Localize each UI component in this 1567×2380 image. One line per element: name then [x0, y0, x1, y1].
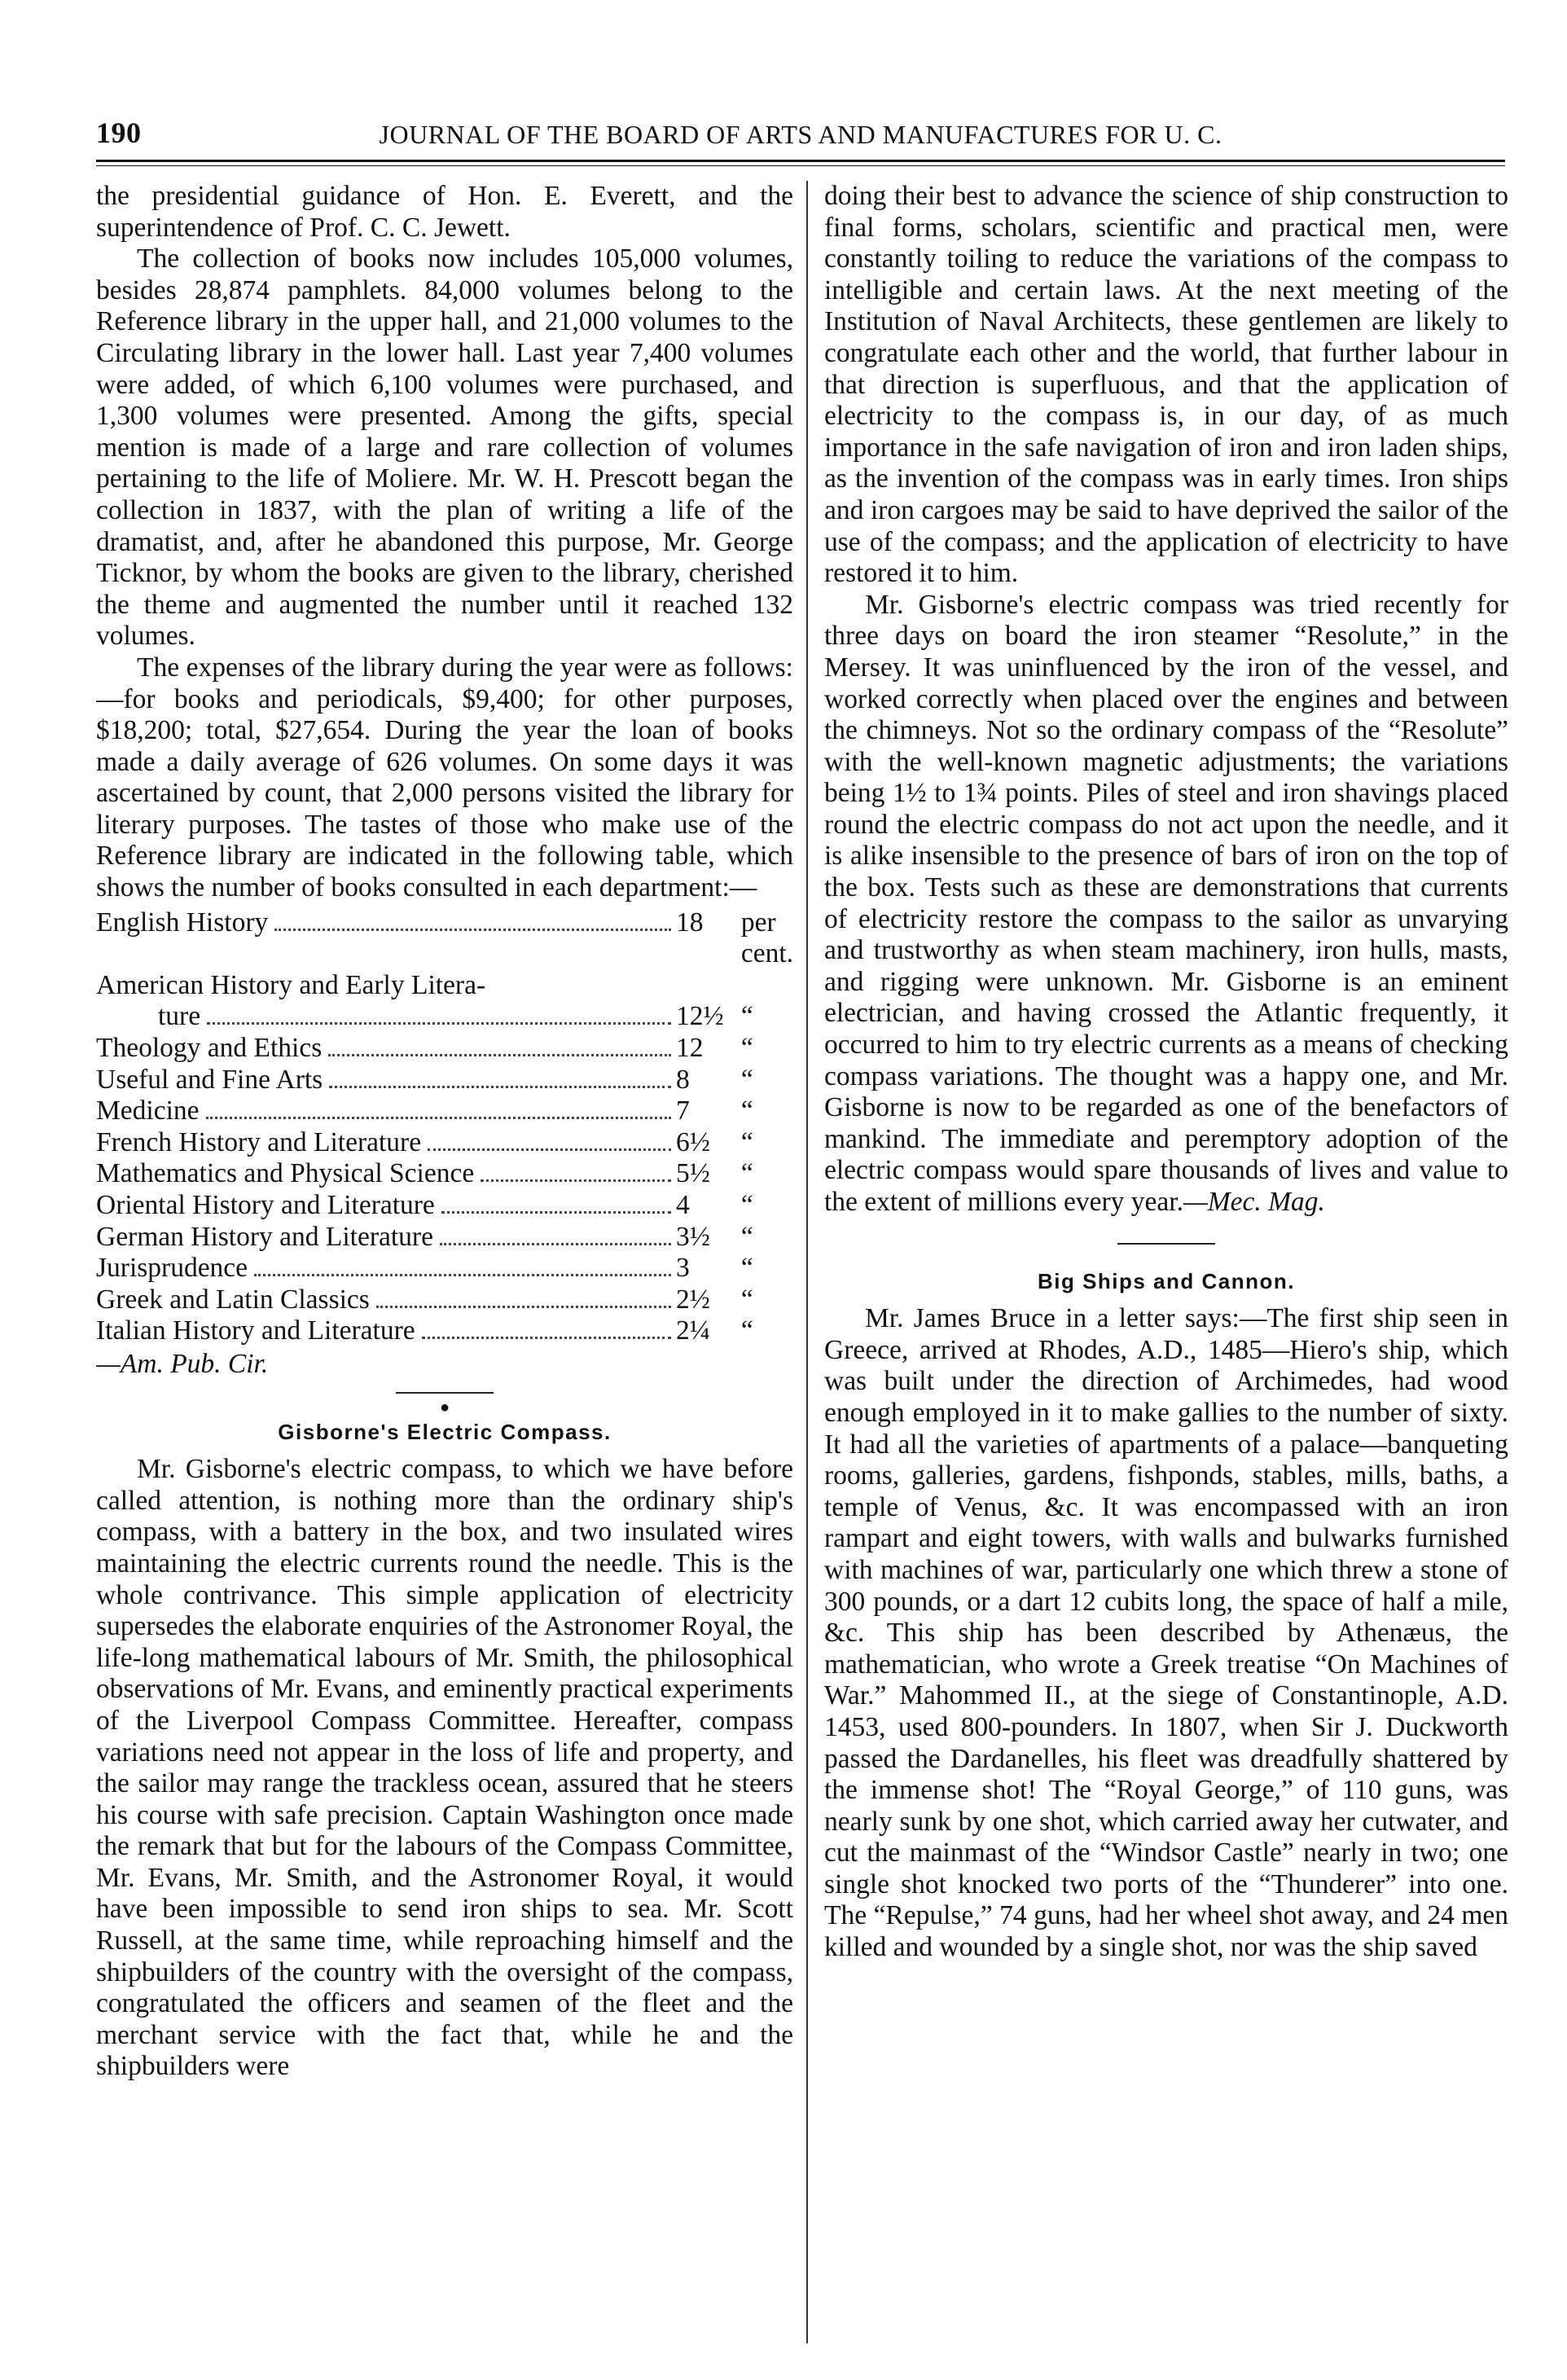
citation: —Am. Pub. Cir.	[96, 1348, 269, 1379]
table-row	[96, 1158, 793, 1190]
unit-label: “	[740, 1284, 753, 1315]
citation: —Mec. Mag.	[1183, 1187, 1325, 1217]
dot-leader	[441, 1211, 671, 1214]
table-row	[96, 1127, 793, 1159]
dot-leader	[274, 929, 671, 931]
percentage-value: 7	[675, 1096, 690, 1126]
unit-label: “	[740, 1315, 753, 1346]
subject-name: Mathematics and Physical Science	[96, 1158, 477, 1190]
subject-name: Italian History and Literature	[96, 1315, 419, 1347]
percentage-value: 2¼	[675, 1315, 710, 1346]
section-rule	[396, 1392, 494, 1394]
header-rule	[96, 160, 1505, 162]
percentage-value: 6½	[675, 1126, 710, 1157]
page-header	[96, 106, 1505, 150]
paragraph: The collection of books now includes 105,000 volumes, besides 28,874 pamphlets. 84,000 volumes belong to the Reference library in the upper hall, and 21,000 volumes to the Circulating library in the lower hall. Last year 7,400 volumes were added, of which 6,100 volumes were purchased, and 1,300 volumes were presented. Among the gifts, special mention is made of a large and rare collection of volumes pertaining to the life of Moliere. Mr. W. H. Prescott began the collection in 1837, with the plan of writing a life of the dramatist, and, after he abandoned this purpose, Mr. George Ticknor, by whom the books are given to the library, cherished the theme and augmented the number until it reached 132 volumes.	[96, 244, 793, 652]
dot-leader	[428, 1148, 671, 1151]
page-number: 190	[96, 116, 142, 149]
table-row	[96, 1222, 793, 1254]
dot-leader	[329, 1086, 671, 1088]
dot-leader	[422, 1337, 671, 1339]
percentage-value: 3½	[675, 1221, 710, 1252]
subject-name: French History and Literature	[96, 1127, 424, 1159]
paragraph: The expenses of the library during the year were as follows:—for books and periodicals, $9,400; for other purposes, $18,200; total, $27,654. During the year the loan of books made a daily average of 626 volumes. On some days it was ascertained by count, that 2,000 persons visited the library for literary purposes. The tastes of those who make use of the Reference library are indicated in the following table, which shows the number of books consulted in each department:—	[96, 652, 793, 903]
column-divider	[806, 181, 808, 2343]
unit-label: “	[740, 1126, 753, 1157]
unit-label: “	[740, 1064, 753, 1095]
dot-leader	[376, 1306, 671, 1308]
dot-leader	[254, 1274, 671, 1276]
subject-name: Oriental History and Literature	[96, 1190, 438, 1222]
subject-cell	[96, 1033, 676, 1065]
table-row	[96, 907, 793, 970]
percentage-value: 12	[675, 1033, 704, 1064]
header-rule-thin	[96, 165, 1505, 166]
dot-leader	[207, 1022, 671, 1025]
subject-name: Greek and Latin Classics	[96, 1284, 373, 1316]
bullet-ornament: ●	[439, 1398, 450, 1416]
unit-label: “	[740, 1190, 753, 1220]
subject-cell	[96, 1190, 676, 1222]
subject-cell	[96, 1096, 676, 1127]
unit-label: “	[740, 1158, 753, 1189]
subject-cell	[96, 1065, 676, 1096]
subject-name: German History and Literature	[96, 1222, 437, 1254]
table-row	[96, 1096, 793, 1127]
paragraph: Mr. James Bruce in a letter says:—The first ship seen in Greece, arrived at Rhodes, A.D., 1485—Hiero's ship, which was built under the direction of Archimedes, had wood enough employed in it to make gallies to the number of sixty. It had all the varieties of apartments of a palace—banqueting rooms, galleries, gardens, fishponds, stables, mills, baths, a temple of Venus, &c. It was encompassed with an iron rampart and eight towers, with walls and bulwarks furnished with machines of war, particularly one which threw a stone of 300 pounds, or a dart 12 cubits long, the space of half a mile, &c. This ship has been described by Athenæus, the mathematician, who wrote a Greek treatise “On Machines of War.” Mahommed II., at the siege of Constantinople, A.D. 1453, used 800-pounders. In 1807, when Sir J. Duckworth passed the Dardanelles, his fleet was dreadfully shattered by the immense shot! The “Royal George,” of 110 guns, was nearly sunk by one shot, which carried away her cutwater, and cut the mainmast of the “Windsor Castle” nearly in two; one single shot knocked two ports of the “Thunderer” into one. The “Repulse,” 74 guns, had her wheel shot away, and 24 men killed and wounded by a single shot, nor was the ship saved	[824, 1303, 1508, 1963]
subject-cell	[96, 1127, 676, 1159]
table-row	[96, 1253, 793, 1284]
section-title: Gisborne's Electric Compass.	[278, 1419, 612, 1444]
dot-leader	[328, 1054, 671, 1056]
percentage-value: 2½	[675, 1284, 710, 1315]
dot-leader	[440, 1243, 671, 1245]
right-column	[824, 181, 1508, 2347]
percentage-value: 8	[675, 1064, 690, 1095]
dot-leader	[481, 1179, 671, 1182]
percentage-value: 4	[675, 1190, 690, 1220]
paragraph	[824, 590, 1508, 1219]
subject-cell	[96, 1284, 676, 1316]
table-row	[96, 1001, 793, 1033]
subject-cell	[96, 1158, 676, 1190]
running-title: JOURNAL OF THE BOARD OF ARTS AND MANUFACTURES FOR U. C.	[379, 120, 1222, 149]
subject-cell	[96, 1253, 676, 1284]
unit-label: “	[740, 1001, 753, 1032]
department-table	[96, 907, 793, 1347]
unit-label: per cent.	[740, 907, 793, 969]
unit-label: “	[740, 1253, 753, 1284]
subject-name: Jurisprudence	[96, 1253, 251, 1284]
table-row	[96, 1065, 793, 1096]
section-rule	[1117, 1243, 1215, 1245]
percentage-value	[676, 970, 741, 1002]
subject-cell	[96, 970, 676, 1002]
subject-name: English History	[96, 907, 271, 939]
table-row	[96, 970, 793, 1002]
subject-cell	[96, 1315, 676, 1347]
subject-name: Useful and Fine Arts	[96, 1065, 326, 1096]
unit-label	[741, 970, 793, 1002]
percentage-value: 18	[675, 907, 704, 938]
dot-leader	[206, 1117, 671, 1119]
table-row	[96, 1033, 793, 1065]
left-column	[96, 181, 793, 2347]
subject-cell	[96, 1001, 676, 1033]
paragraph: doing their best to advance the science of ship construction to final forms, scholars, scientific and practical men, were constantly toiling to reduce the variations of the compass to intelligible and certain laws. At the next meeting of the Institution of Naval Architects, these gentlemen are likely to congratulate each other and the world, that further labour in that direction is superfluous, and that the application of electricity to the compass is, in our day, of as much importance in the safe navigation of iron and iron laden ships, as the invention of the compass was in early times. Iron ships and iron cargoes may be said to have deprived the sailor of the use of the compass; and the application of electricity to have restored it to him.	[824, 181, 1508, 589]
subject-name: Medicine	[96, 1096, 203, 1127]
subject-name: ture	[158, 1001, 204, 1033]
paragraph: Mr. Gisborne's electric compass, to which we have before called attention, is nothing more than the ordinary ship's compass, with a battery in the box, and two insulated wires maintaining the electric currents round the needle. This is the whole contrivance. This simple application of electricity supersedes the elaborate enquiries of the Astronomer Royal, the life-long mathematical labours of Mr. Smith, the philosophical observations of Mr. Evans, and eminently practical experiments of the Liverpool Compass Committee. Hereafter, compass variations need not appear in the loss of life and property, and the sailor may range the trackless ocean, assured that he steers his course with safe precision. Captain Washington once made the remark that but for the labours of the Compass Committee, Mr. Evans, Mr. Smith, and the Astronomer Royal, it would have been impossible to send iron ships to sea. Mr. Scott Russell, at the same time, while reproaching himself and the shipbuilders of the country with the oversight of the compass, congratulated the officers and seamen of the fleet and the merchant service with the fact that, while he and the shipbuilders were	[96, 1454, 793, 2082]
subject-name: American History and Early Litera-	[96, 970, 489, 1002]
percentage-value: 3	[675, 1253, 690, 1284]
unit-label: “	[740, 1221, 753, 1252]
percentage-value: 5½	[675, 1158, 710, 1189]
section-title: Big Ships and Cannon.	[1037, 1268, 1296, 1293]
unit-label: “	[740, 1033, 753, 1064]
subject-cell	[96, 1222, 676, 1254]
percentage-value: 12½	[675, 1001, 724, 1032]
table-row	[96, 1190, 793, 1222]
paragraph: the presidential guidance of Hon. E. Everett, and the superintendence of Prof. C. C. Jewett.	[96, 181, 793, 243]
subject-name: Theology and Ethics	[96, 1033, 325, 1065]
table-row	[96, 1315, 793, 1347]
subject-cell	[96, 907, 676, 970]
table-row	[96, 1284, 793, 1316]
unit-label: “	[740, 1096, 753, 1126]
paragraph-text: Mr. Gisborne's electric compass was tried recently for three days on board the iron steamer “Resolute,” in the Mersey. It was uninfluenced by the iron of the vessel, and worked correctly when placed over the engines and between the chimneys. Not so the ordinary compass of the “Resolute” with the well-known magnetic adjustments; the variations being 1½ to 1¾ points. Piles of steel and iron shavings placed round the electric compass do not act upon the needle, and it is alike insensible to the presence of bars of iron on the top of the box. Tests such as these are demonstrations that currents of electricity restore the compass to the sailor as unvarying and trustworthy as when steam machinery, iron hulls, masts, and rigging were unknown. Mr. Gisborne is an eminent electrician, and having crossed the Atlantic frequently, it occurred to him to try electric currents as a means of checking compass variations. The thought was a happy one, and Mr. Gisborne is now to be regarded as one of the benefactors of mankind. The immediate and peremptory adoption of the electric compass would spare thousands of lives and value to the extent of millions every year.	[824, 589, 1508, 1217]
